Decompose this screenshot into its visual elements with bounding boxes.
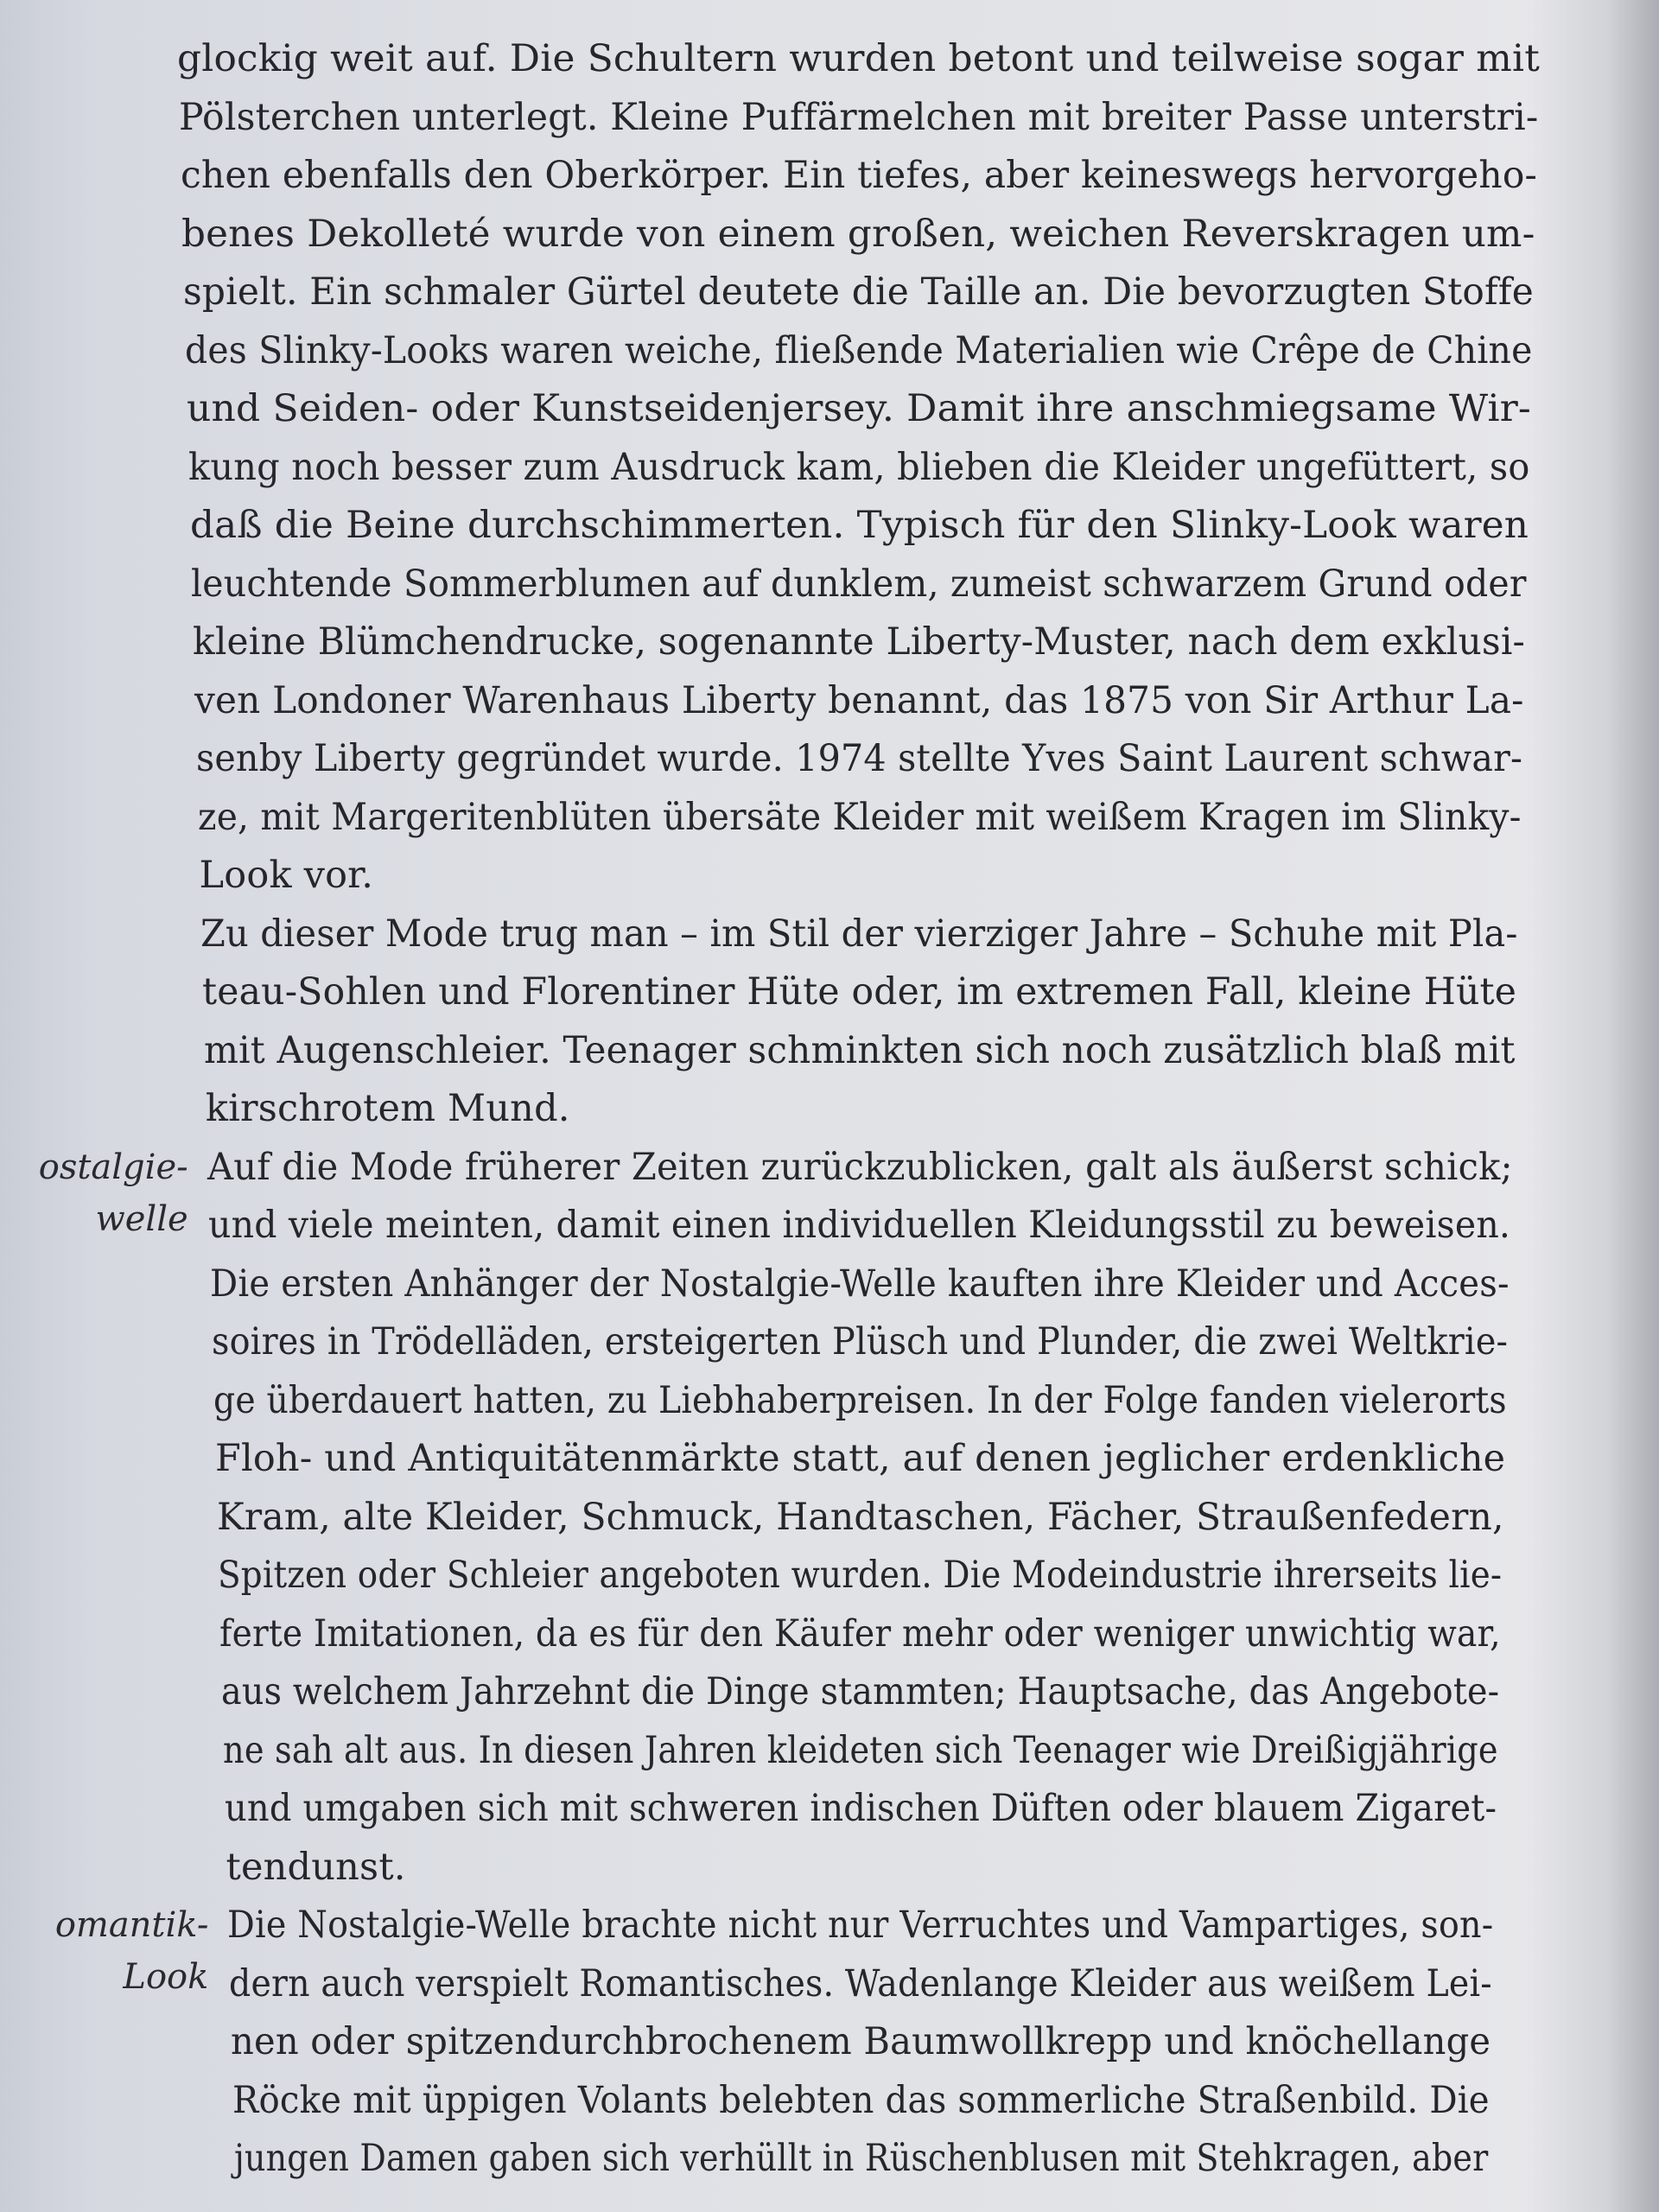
text-line: und Seiden- oder Kunstseidenjersey. Damit ihre anschmiegsame Wir- — [186, 387, 1531, 430]
text-line: teau-Sohlen und Florentiner Hüte oder, im extremen Fall, kleine Hüte — [202, 970, 1517, 1014]
text-line: ge überdauert hatten, zu Liebhaberpreisen. In der Folge fanden vielerorts — [213, 1378, 1507, 1422]
text-line: ne sah alt aus. In diesen Jahren kleideten sich Teenager wie Dreißigjährige — [222, 1728, 1498, 1772]
text-line: Pölsterchen unterlegt. Kleine Puffärmelchen mit breiter Passe unterstri- — [178, 95, 1539, 139]
text-line: Röcke mit üppigen Volants belebten das sommerliche Straßenbild. Die — [232, 2078, 1490, 2122]
text-line: chen ebenfalls den Oberkörper. Ein tiefes, aber keineswegs hervorgeho- — [180, 154, 1537, 197]
text-line: jungen Damen gaben sich verhüllt in Rüschenblusen mit Stehkragen, aber — [233, 2137, 1489, 2180]
text-line: und viele meinten, damit einen individuellen Kleidungsstil zu beweisen. — [208, 1204, 1511, 1247]
text-line: kung noch besser zum Ausdruck kam, blieben die Kleider ungefüttert, so — [188, 445, 1530, 489]
text-line: senby Liberty gegründet wurde. 1974 stellte Yves Saint Laurent schwar- — [195, 737, 1522, 780]
text-line: des Slinky-Looks waren weiche, fließende Materialien wie Crêpe de Chine — [185, 328, 1533, 372]
text-line: nen oder spitzendurchbrochenem Baumwollkrepp und knöchellange — [230, 2020, 1491, 2063]
margin-note: ostalgie- — [38, 1147, 188, 1187]
text-line: ze, mit Margeritenblüten übersäte Kleider mit weißem Kragen im Slinky- — [197, 795, 1522, 839]
text-line: mit Augenschleier. Teenager schminkten sich noch zusätzlich blaß mit — [204, 1028, 1516, 1072]
text-line: benes Dekolleté wurde von einem großen, weichen Reverskragen um- — [181, 212, 1536, 256]
page-edge-shadow — [1607, 0, 1659, 2212]
margin-note: welle — [95, 1198, 188, 1239]
text-line: Zu dieser Mode trug man – im Stil der vierziger Jahre – Schuhe mit Pla- — [200, 912, 1518, 956]
text-line: dern auch verspielt Romantisches. Wadenlange Kleider aus weißem Lei- — [229, 1961, 1492, 2005]
text-line: und umgaben sich mit schweren indischen Düften oder blauem Zigaret- — [224, 1787, 1497, 1830]
text-line: ven Londoner Warenhaus Liberty benannt, das 1875 von Sir Arthur La- — [194, 678, 1524, 722]
text-line: aus welchem Jahrzehnt die Dinge stammten; Hauptsache, das Angebote- — [221, 1670, 1500, 1713]
text-line: Die Nostalgie-Welle brachte nicht nur Verruchtes und Vampartiges, son- — [227, 1904, 1494, 1947]
text-line: daß die Beine durchschimmerten. Typisch für den Slinky-Look waren — [189, 504, 1529, 547]
text-line: Kram, alte Kleider, Schmuck, Handtaschen, Fächer, Straußenfedern, — [216, 1495, 1504, 1539]
text-line: kleine Blümchendrucke, sogenannte Liberty-Muster, nach dem exklusi- — [193, 620, 1526, 664]
text-line: spielt. Ein schmaler Gürtel deutete die Taille an. Die bevorzugten Stoffe — [183, 270, 1535, 314]
text-line: Look vor. — [199, 854, 374, 897]
text-line: leuchtende Sommerblumen auf dunklem, zumeist schwarzem Grund oder — [191, 562, 1528, 606]
text-line: tendunst. — [226, 1845, 406, 1889]
text-line: Spitzen oder Schleier angeboten wurden. Die Modeindustrie ihrerseits lie- — [218, 1554, 1503, 1597]
margin-note: Look — [123, 1957, 209, 1997]
text-line: Auf die Mode früherer Zeiten zurückzublicken, galt als äußerst schick; — [207, 1145, 1513, 1189]
text-line: kirschrotem Mund. — [205, 1087, 570, 1130]
text-line: Floh- und Antiquitätenmärkte statt, auf denen jeglicher erdenkliche — [214, 1437, 1506, 1480]
margin-note: omantik- — [54, 1905, 209, 1945]
text-line: ferte Imitationen, da es für den Käufer mehr oder weniger unwichtig war, — [219, 1611, 1502, 1656]
text-line: glockig weit auf. Die Schultern wurden betont und teilweise sogar mit — [177, 37, 1541, 80]
text-line: soires in Trödelläden, ersteigerten Plüsch und Plunder, die zwei Weltkrie- — [212, 1320, 1509, 1363]
text-line: Die ersten Anhänger der Nostalgie-Welle kauften ihre Kleider und Acces- — [210, 1262, 1510, 1306]
